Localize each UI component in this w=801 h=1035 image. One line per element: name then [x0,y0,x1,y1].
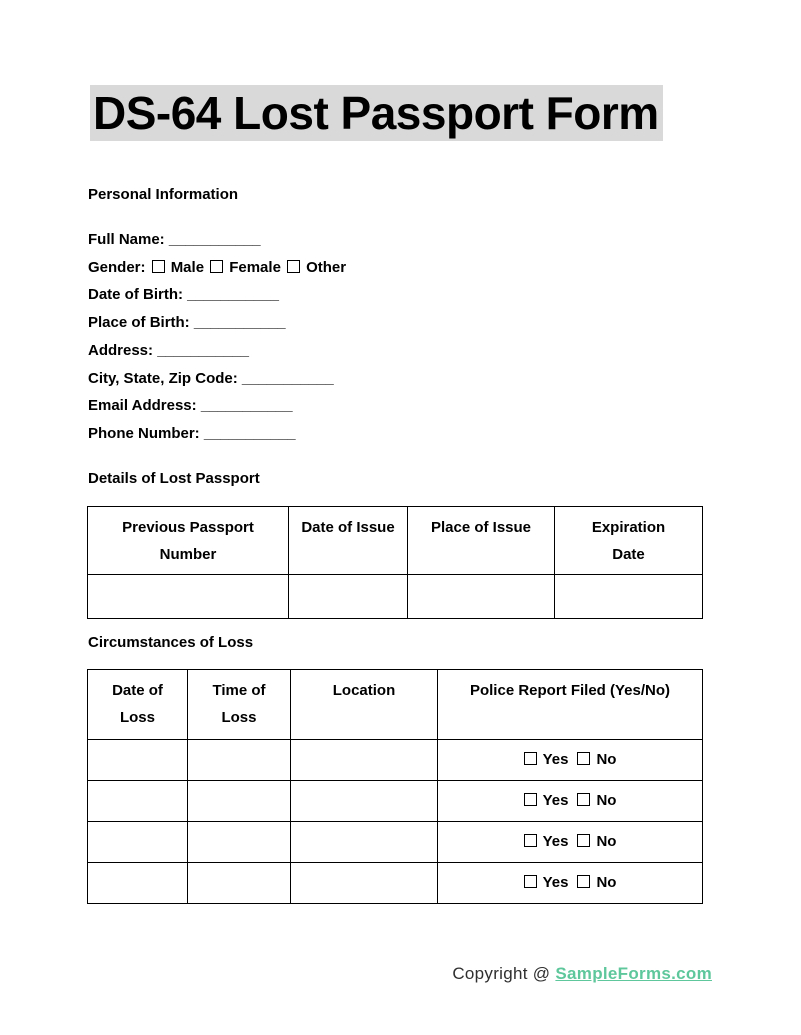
field-label: Date of Birth: [88,286,183,304]
empty-cell[interactable] [88,574,289,618]
checkbox-icon[interactable] [524,875,537,888]
empty-cell[interactable] [291,862,438,903]
field-email-address [88,392,801,420]
table-row [88,862,703,903]
checkbox-icon[interactable] [152,260,165,273]
title-row [90,85,801,141]
empty-cell[interactable] [88,780,188,821]
yes-label: Yes [542,833,569,851]
field-label: City, State, Zip Code: [88,369,238,387]
field-label: Address: [88,341,154,359]
checkbox-icon[interactable] [577,752,590,765]
blank-line[interactable]: ___________ [157,341,249,359]
police-report-cell [438,780,703,821]
copyright-text: Copyright @ [452,964,551,983]
blank-line[interactable]: ___________ [203,424,296,442]
field-place-of-birth [88,309,801,337]
checkbox-icon[interactable] [524,834,537,847]
no-label: No [596,792,617,810]
column-header-date-of-loss: Date of Loss [88,669,188,739]
blank-line[interactable]: ___________ [168,231,261,248]
empty-cell[interactable] [291,739,438,780]
field-label: Phone Number: [88,424,200,442]
no-label: No [596,833,617,851]
empty-cell[interactable] [88,862,188,903]
passport-details-table [87,506,703,619]
blank-line[interactable]: ___________ [241,369,334,387]
empty-cell[interactable] [289,574,408,618]
yes-label: Yes [542,751,569,769]
blank-line[interactable]: ___________ [193,314,286,332]
heading-personal-information: Personal Information [88,186,239,203]
table-header-row [88,506,703,574]
table-row [88,780,703,821]
sampleforms-link[interactable]: SampleForms.com [555,964,712,983]
field-label: Gender: [88,258,146,276]
field-date-of-birth [88,281,801,309]
checkbox-icon[interactable] [524,752,537,765]
option-label-female: Female [229,258,281,276]
no-label: No [596,874,617,892]
checkbox-icon[interactable] [210,260,223,273]
personal-fields [88,226,801,448]
field-full-name [88,226,801,254]
heading-circumstances-of-loss: Circumstances of Loss [88,633,254,651]
empty-cell[interactable] [188,821,291,862]
police-report-cell [438,739,703,780]
field-city-state-zip-code [88,365,801,393]
empty-cell[interactable] [188,739,291,780]
heading-details-of-lost-passport: Details of Lost Passport [88,469,260,487]
empty-cell[interactable] [88,739,188,780]
field-label: Full Name: [88,231,165,248]
blank-line[interactable]: ___________ [200,397,293,415]
field-gender [88,254,801,282]
column-header-place-of-issue: Place of Issue [408,506,555,574]
option-label-other: Other [306,258,347,276]
checkbox-icon[interactable] [577,793,590,806]
field-label: Email Address: [88,397,197,415]
yes-label: Yes [542,874,569,892]
column-header-police-report-filed-yes-no: Police Report Filed (Yes/No) [438,669,703,739]
circumstances-of-loss-table [87,669,703,904]
column-header-expiration-date: Expiration Date [555,506,703,574]
yes-label: Yes [542,792,569,810]
blank-line[interactable]: ___________ [187,286,279,304]
empty-cell[interactable] [555,574,703,618]
column-header-previous-passport-number: Previous Passport Number [88,506,289,574]
police-report-cell [438,862,703,903]
no-label: No [596,751,617,769]
column-header-time-of-loss: Time of Loss [188,669,291,739]
form-content [88,187,801,904]
table-header-row [88,669,703,739]
empty-cell[interactable] [188,780,291,821]
field-label: Place of Birth: [88,314,190,332]
checkbox-icon[interactable] [577,834,590,847]
column-header-location: Location [291,669,438,739]
field-phone-number [88,420,801,448]
police-report-cell [438,821,703,862]
column-header-date-of-issue: Date of Issue [289,506,408,574]
table-row [88,821,703,862]
option-label-male: Male [170,258,205,276]
checkbox-icon[interactable] [287,260,300,273]
checkbox-icon[interactable] [577,875,590,888]
field-address [88,337,801,365]
empty-cell[interactable] [291,780,438,821]
table-row [88,739,703,780]
footer [452,964,712,984]
form-title: DS-64 Lost Passport Form [90,85,663,141]
empty-cell[interactable] [188,862,291,903]
empty-cell[interactable] [88,821,188,862]
empty-cell[interactable] [291,821,438,862]
checkbox-icon[interactable] [524,793,537,806]
empty-cell[interactable] [408,574,555,618]
table-row [88,574,703,618]
